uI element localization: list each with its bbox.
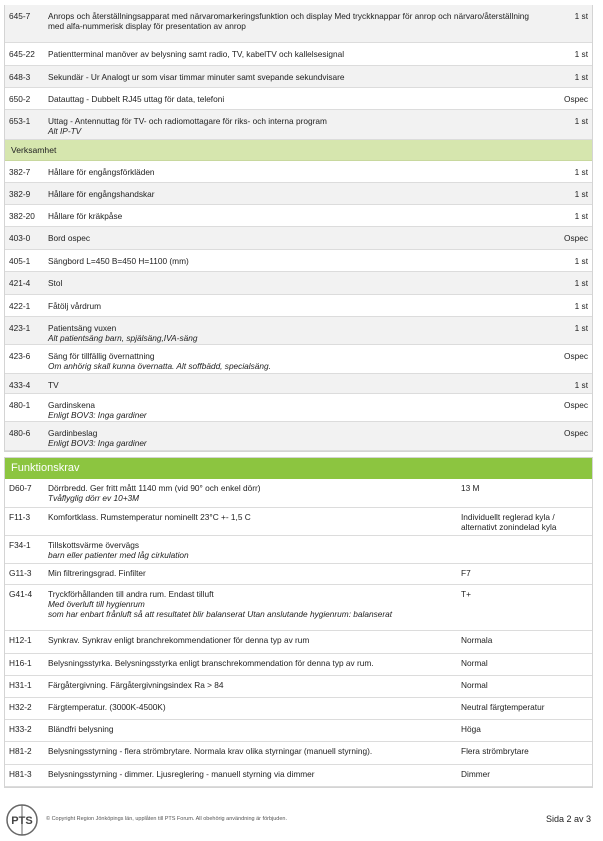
item-description xyxy=(48,345,540,373)
item-code: D60-7 xyxy=(9,483,32,493)
table-row xyxy=(5,536,592,564)
item-code: 382-9 xyxy=(9,189,31,199)
item-code: 650-2 xyxy=(9,94,31,104)
item-description xyxy=(48,183,540,204)
requirement-value: F7 xyxy=(461,568,471,578)
table-row xyxy=(5,88,592,110)
description-text: Bord ospec xyxy=(48,233,90,243)
requirement-value: Normala xyxy=(461,635,493,645)
table-row xyxy=(5,479,592,508)
item-description xyxy=(48,720,457,741)
item-code: 382-7 xyxy=(9,167,31,177)
item-note: Enligt BOV3: Inga gardiner xyxy=(48,410,147,420)
description-text: Belysningsstyrka. Belysningsstyrka enligt branschrekommendation för denna typ av rum. xyxy=(48,658,374,668)
description-text: Hållare för kräkpåse xyxy=(48,211,123,221)
requirement-value: Normal xyxy=(461,658,488,668)
item-code: 480-1 xyxy=(9,400,31,410)
description-text: Stol xyxy=(48,278,63,288)
description-text: Patientsäng vuxen xyxy=(48,323,117,333)
table-row xyxy=(5,110,592,140)
item-description xyxy=(48,508,457,535)
item-description xyxy=(48,654,457,675)
item-quantity: Ospec xyxy=(564,428,588,438)
item-quantity: 1 st xyxy=(574,380,588,390)
item-quantity: 1 st xyxy=(574,189,588,199)
item-code: H81-2 xyxy=(9,746,32,756)
table-row xyxy=(5,205,592,227)
item-description xyxy=(48,676,457,697)
table-row xyxy=(5,720,592,742)
table-row xyxy=(5,272,592,295)
item-code: H32-2 xyxy=(9,702,32,712)
item-note: Om anhörig skall kunna övernatta. Alt soffbädd, specialsäng. xyxy=(48,361,271,371)
item-code: G11-3 xyxy=(9,568,32,578)
item-description xyxy=(48,110,540,139)
table-row xyxy=(5,345,592,374)
item-code: 423-6 xyxy=(9,351,31,361)
item-code: H12-1 xyxy=(9,635,32,645)
table-row xyxy=(5,631,592,654)
logo-text: PTS xyxy=(11,815,33,827)
item-note: barn eller patienter med låg cirkulation xyxy=(48,550,189,560)
description-text: Säng för tillfällig övernattning xyxy=(48,351,155,361)
rows-verksamhet xyxy=(5,161,592,451)
requirement-value: Dimmer xyxy=(461,769,491,779)
item-description xyxy=(48,564,457,584)
description-text: Tryckförhållanden till andra rum. Endast tilluft xyxy=(48,589,214,599)
description-text: Patientterminal manöver av belysning samt radio, TV, kabelTV och kallelsesignal xyxy=(48,49,345,59)
description-text: Dörrbredd. Ger fritt mått 1140 mm (vid 90° och enkel dörr) xyxy=(48,483,261,493)
table-row xyxy=(5,374,592,394)
item-description xyxy=(48,479,457,507)
item-description xyxy=(48,742,457,764)
item-note: Med överluft till hygienrum som har enbart frånluft så att resultatet blir balanserat Utan anslutande hygienrum: balanserat xyxy=(48,599,393,619)
page-number: Sida 2 av 3 xyxy=(545,814,591,824)
item-quantity: Ospec xyxy=(564,233,588,243)
item-code: H81-3 xyxy=(9,769,32,779)
table-row xyxy=(5,394,592,422)
item-description xyxy=(48,317,540,344)
table-row xyxy=(5,765,592,787)
item-description xyxy=(48,5,540,42)
item-code: 653-1 xyxy=(9,116,31,126)
item-code: 421-4 xyxy=(9,278,31,288)
item-description xyxy=(48,161,540,182)
description-text: Datauttag - Dubbelt RJ45 uttag för data, telefoni xyxy=(48,94,225,104)
table-row xyxy=(5,654,592,676)
requirement-value: Flera strömbrytare xyxy=(461,746,529,756)
item-quantity: 1 st xyxy=(574,72,588,82)
requirement-value: 13 M xyxy=(461,483,480,493)
item-quantity: 1 st xyxy=(574,11,588,21)
description-text: Hållare för engångsförkläden xyxy=(48,167,155,177)
item-code: 405-1 xyxy=(9,256,31,266)
description-text: Min filtreringsgrad. Finfilter xyxy=(48,568,146,578)
requirement-value: T+ xyxy=(461,589,471,599)
item-description xyxy=(48,272,540,294)
item-description xyxy=(48,250,540,271)
description-text: TV xyxy=(48,380,59,390)
item-description xyxy=(48,765,457,786)
item-quantity: 1 st xyxy=(574,49,588,59)
item-quantity: Ospec xyxy=(564,94,588,104)
item-description xyxy=(48,66,540,87)
table-row xyxy=(5,585,592,631)
description-text: Komfortklass. Rumstemperatur nominellt 23°C +- 1,5 C xyxy=(48,512,251,522)
item-description xyxy=(48,43,540,65)
table-row xyxy=(5,742,592,765)
table-row xyxy=(5,317,592,345)
item-description xyxy=(48,536,457,563)
item-note: Enligt BOV3: Inga gardiner xyxy=(48,438,147,448)
rows-top xyxy=(5,5,592,140)
item-quantity: 1 st xyxy=(574,211,588,221)
table-row xyxy=(5,250,592,272)
item-code: 422-1 xyxy=(9,301,31,311)
description-text: Gardinskena xyxy=(48,400,96,410)
item-code: 423-1 xyxy=(9,323,31,333)
item-quantity: Ospec xyxy=(564,400,588,410)
description-text: Fåtölj vårdrum xyxy=(48,301,102,311)
description-text: Färgåtergivning. Färgåtergivningsindex Ra > 84 xyxy=(48,680,224,690)
description-text: Anrops och återställningsapparat med närvaromarkeringsfunktion och display Med tryckknappar för anrop och närvaro/återställning med alfa-nummerisk display för presentation av anrop xyxy=(48,11,530,31)
item-code: 645-7 xyxy=(9,11,31,21)
item-quantity: 1 st xyxy=(574,301,588,311)
page-footer xyxy=(0,800,603,841)
pts-logo xyxy=(5,803,39,837)
item-description xyxy=(48,374,540,393)
table-row xyxy=(5,676,592,698)
description-text: Gardinbeslag xyxy=(48,428,98,438)
description-text: Hållare för engångshandskar xyxy=(48,189,155,199)
item-code: H31-1 xyxy=(9,680,32,690)
item-description xyxy=(48,394,540,421)
table-row xyxy=(5,295,592,317)
item-quantity: 1 st xyxy=(574,116,588,126)
requirement-value: Individuellt reglerad kyla / alternativt zonindelad kyla xyxy=(461,512,557,532)
description-text: Uttag - Antennuttag för TV- och radiomottagare för riks- och interna program xyxy=(48,116,327,126)
table-row xyxy=(5,698,592,720)
table-row xyxy=(5,508,592,536)
item-quantity: 1 st xyxy=(574,167,588,177)
item-code: 382-20 xyxy=(9,211,35,221)
item-description xyxy=(48,88,540,109)
description-text: Färgtemperatur. (3000K-4500K) xyxy=(48,702,166,712)
item-code: 480-6 xyxy=(9,428,31,438)
item-description xyxy=(48,205,540,226)
item-code: 645-22 xyxy=(9,49,35,59)
requirement-value xyxy=(457,536,592,563)
item-description xyxy=(48,631,457,653)
rows-funktionskrav xyxy=(5,479,592,787)
item-code: H16-1 xyxy=(9,658,32,668)
table-row xyxy=(5,227,592,250)
item-description xyxy=(48,698,457,719)
description-text: Bländfri belysning xyxy=(48,724,114,734)
description-text: Sängbord L=450 B=450 H=1100 (mm) xyxy=(48,256,189,266)
item-quantity: 1 st xyxy=(574,278,588,288)
table-row xyxy=(5,66,592,88)
item-note: Alt patientsäng barn, spjälsäng,IVA-säng xyxy=(48,333,198,343)
description-text: Tillskottsvärme övervägs xyxy=(48,540,139,550)
description-text: Belysningsstyrning - flera strömbrytare. Normala krav olika styrningar (manuell styrning). xyxy=(48,746,373,756)
description-text: Sekundär - Ur Analogt ur som visar timmar minuter samt svepande sekundvisare xyxy=(48,72,345,82)
funktionskrav-table xyxy=(4,457,593,788)
item-quantity: Ospec xyxy=(564,351,588,361)
item-code: H33-2 xyxy=(9,724,32,734)
requirement-value: Neutral färgtemperatur xyxy=(461,702,545,712)
item-code: F34-1 xyxy=(9,540,31,550)
requirement-value: Höga xyxy=(461,724,481,734)
item-description xyxy=(48,227,540,249)
section-verksamhet: Verksamhet xyxy=(5,140,592,161)
item-note: Alt IP-TV xyxy=(48,126,82,136)
item-description xyxy=(48,585,457,630)
item-quantity: 1 st xyxy=(574,323,588,333)
description-text: Belysningsstyrning - dimmer. Ljusreglering - manuell styrning via dimmer xyxy=(48,769,315,779)
requirement-value: Normal xyxy=(461,680,488,690)
equipment-table xyxy=(4,5,593,452)
copyright-text: © Copyright Region Jönköpings län, upplåten till PTS Forum. All obehörig användning är förbjuden. xyxy=(46,816,288,822)
item-note: Tvåflyglig dörr ev 10+3M xyxy=(48,493,140,503)
table-row xyxy=(5,183,592,205)
table-row xyxy=(5,422,592,451)
item-description xyxy=(48,295,540,316)
table-row xyxy=(5,564,592,585)
item-code: G41-4 xyxy=(9,589,33,599)
description-text: Synkrav. Synkrav enligt branchrekommendationer för denna typ av rum xyxy=(48,635,310,645)
item-code: F11-3 xyxy=(9,512,31,522)
item-code: 433-4 xyxy=(9,380,31,390)
item-description xyxy=(48,422,540,450)
table-row xyxy=(5,5,592,43)
item-code: 648-3 xyxy=(9,72,31,82)
table-row xyxy=(5,43,592,66)
table-row xyxy=(5,161,592,183)
section-funktionskrav: Funktionskrav xyxy=(5,458,592,479)
item-quantity: 1 st xyxy=(574,256,588,266)
item-code: 403-0 xyxy=(9,233,31,243)
